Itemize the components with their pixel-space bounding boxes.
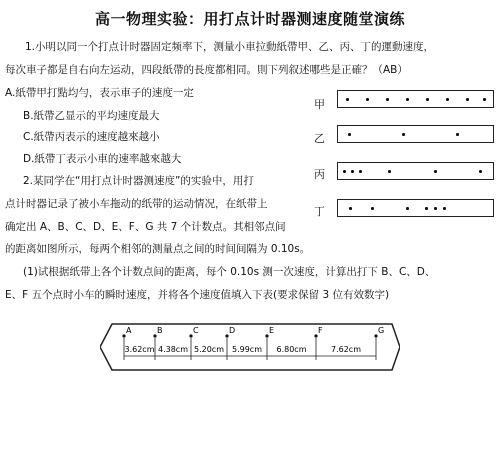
q1-line-1: 1.小明以同一个打点计时器固定频率下，测量小車拉動紙帶甲、乙、丙、丁的運動速度， <box>25 41 435 53</box>
strip-label-jia: 甲 <box>314 98 325 111</box>
tape-point-label: C <box>193 326 199 335</box>
tape-dot <box>426 98 429 101</box>
q2-line-4: 的距离如图所示，每两个相邻的测量点之间的时间间隔为 0.10s。 <box>5 243 311 255</box>
tape-dot <box>456 133 459 136</box>
tape-dot <box>351 170 354 173</box>
q2-sub1-line-1: (1)试根据纸带上各个计数点间的距离，每个 0.10s 测一次速度，计算出打下 B、C、D、 <box>23 266 436 278</box>
strip-label-bing: 丙 <box>314 168 325 181</box>
tape-strip-yi <box>337 125 494 143</box>
tape-dot <box>479 170 482 173</box>
tape-segment-label: 4.38cm <box>157 345 189 354</box>
tape-point-label: D <box>229 326 236 335</box>
tape-dot <box>466 98 469 101</box>
tape-point-label: A <box>126 326 132 335</box>
tape-segment-label: 6.80cm <box>276 345 307 354</box>
tape-segment-label: 5.99cm <box>231 345 263 354</box>
tape-dot <box>443 207 446 210</box>
page-title: 高一物理实验：用打点计时器测速度随堂演练 <box>94 10 405 28</box>
tape-dot <box>388 170 391 173</box>
tape-dot <box>346 98 349 101</box>
tape-point-label: F <box>318 326 323 335</box>
tape-dot <box>366 98 369 101</box>
tape-strip-jia <box>337 90 494 108</box>
tape-dot <box>359 170 362 173</box>
strip-label-yi: 乙 <box>314 132 325 145</box>
q2-line-3: 确定出 A、B、C、D、E、F、G 共 7 个计数点。其相邻点间 <box>5 221 286 233</box>
q1-option-d: D.紙帶丁表示小車的速率越來越大 <box>23 153 182 165</box>
q2-line-2: 点计时器记录了被小车拖动的纸带的运动情况，在纸带上 <box>5 198 268 210</box>
tape-dot <box>406 98 409 101</box>
tape-point-label: E <box>269 326 275 335</box>
tape-segment-label: 7.62cm <box>330 345 362 354</box>
tape-point-label: B <box>157 326 163 335</box>
q1-line-2: 每次車子都是自右向左运动，四段紙帶的長度都相同。則下列叙述哪些是正確？（AB） <box>5 64 408 76</box>
tape-dot <box>349 207 352 210</box>
tape-dot <box>446 98 449 101</box>
tape-strip-bing <box>337 162 494 180</box>
tape-dot <box>371 207 374 210</box>
q1-option-c: C.紙帶丙表示的速度越來越小 <box>23 131 160 143</box>
tape-dot <box>434 170 437 173</box>
tape-dot <box>425 207 428 210</box>
strip-label-ding: 丁 <box>314 205 325 218</box>
q1-option-b: B.紙帶乙显示的平均速度最大 <box>23 110 160 122</box>
paper-tape-diagram <box>100 320 400 375</box>
tape-dot <box>434 207 437 210</box>
tape-dot <box>386 98 389 101</box>
tape-dot <box>406 207 409 210</box>
q1-option-a: A.紙帶甲打點均勻，表示車子的速度一定 <box>5 87 194 99</box>
tape-segment-label: 3.62cm <box>124 345 155 354</box>
tape-dot <box>402 133 405 136</box>
tape-point-label: G <box>378 326 385 335</box>
tape-strip-ding <box>337 199 494 217</box>
q2-sub1-line-2: E、F 五个点时小车的瞬时速度，并将各个速度值填入下表(要求保留 3 位有效数字) <box>5 289 390 301</box>
tape-dot <box>483 98 486 101</box>
q2-line-1: 2.某同学在“用打点计时器测速度”的实验中，用打 <box>23 175 254 187</box>
tape-dot <box>343 170 346 173</box>
tape-segment-label: 5.20cm <box>193 345 225 354</box>
tape-dot <box>348 133 351 136</box>
